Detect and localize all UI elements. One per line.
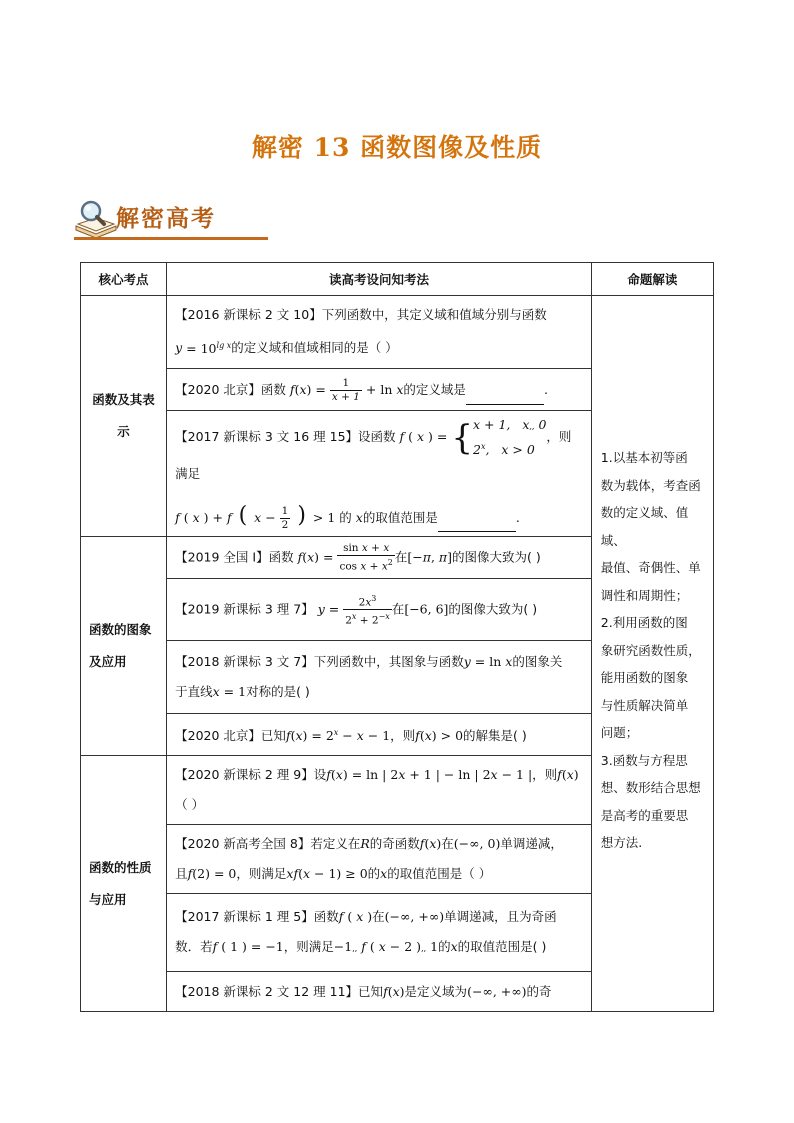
topic-label: 示 [117, 424, 130, 440]
question-tag: 【2017 新课标 3 文 16 理 15】 [175, 429, 359, 445]
question-tag: 【2019 新课标 3 理 7】 [175, 601, 314, 617]
page-title: 解密 13 函数图像及性质 [251, 133, 543, 162]
topic-cell-3 [81, 756, 167, 1012]
question-cell: 【2020 新课标 2 理 9】设f(x) = ln | 2x + 1 | − ln | 2x − 1 |，则f(x) （ ） [167, 756, 592, 825]
question-cell: 【2019 全国 I】函数 f(x) = $\frac{\text{sin x + x}}{\cos x + x^2}$ 在[−π, π]的图像大致为( ) [167, 537, 592, 579]
question-cell: 【2018 新课标 3 文 7】下列函数中，其图象与函数y = ln x的图象关 于直线x = 1对称的是( ) [167, 641, 592, 714]
topic-cell-1 [81, 296, 167, 537]
question-tag: 【2020 北京】 [175, 381, 261, 397]
question-cell: 【2018 新课标 2 文 12 理 11】已知f(x)是定义域为(−∞, +∞)的奇 [167, 972, 592, 1012]
exam-analysis-table [80, 262, 714, 1012]
question-cell: 【2017 新课标 1 理 5】函数f ( x )在(−∞, +∞)单调递减，且为奇函 数．若f ( 1 ) = −1，则满足−1,, f ( x − 2 ),, 1的x的取值范围是( ) [167, 894, 592, 972]
question-cell: 【2016 新课标 2 文 10】下列函数中，其定义域和值域分别与函数 $y = 10^{lg x}$的定义域和值域相同的是（ ） [167, 296, 592, 369]
math-expression: y [175, 340, 183, 356]
question-tag: 【2017 新课标 1 理 5】 [175, 908, 314, 924]
question-cell: 【2017 新课标 3 文 16 理 15】设函数 f ( x ) = {x + 1, x,, 0 2$^x$, x > 0，则满足 f ( x ) + f ( x − $\frac{1}{2}$ ) > 1 的 x的取值范围是 . [167, 411, 592, 537]
section-banner [72, 196, 268, 246]
table-row [81, 296, 714, 369]
topic-label: 函数的图象 [89, 622, 152, 638]
question-tag: 【2020 北京】 [175, 728, 261, 744]
banner-label: 解密高考 [116, 206, 216, 232]
question-tag: 【2016 新课标 2 文 10】 [175, 307, 322, 323]
question-cell: 【2019 新课标 3 理 7】 y = $\frac{2x^3}{2^x + 2^{-x}}$ 在[−6, 6]的图像大致为( ) [167, 579, 592, 641]
question-tag: 【2020 新高考全国 8】 [175, 836, 311, 852]
question-tag: 【2020 新课标 2 理 9】 [175, 767, 314, 783]
question-tag: 【2019 全国 I】 [175, 549, 269, 565]
header-questions: 读高考设问知考法 [167, 263, 592, 296]
table-header-row [81, 263, 714, 296]
topic-label: 函数的性质 [89, 859, 152, 875]
topic-label: 与应用 [89, 891, 127, 907]
question-tag: 【2018 新课标 2 文 12 理 11】 [175, 983, 359, 999]
banner-underline [74, 237, 268, 240]
question-tag: 【2018 新课标 3 文 7】 [175, 654, 314, 670]
question-cell: 【2020 北京】已知$f(x) = 2^x - x - 1$，则f(x) > 0的解集是( ) [167, 714, 592, 756]
interpretation-cell: 1.以基本初等函 数为载体，考查函 数的定义域、值域、 最值、奇偶性、单 调性和周期性； 2.利用函数的图 象研究函数性质， 能用函数的图象 与性质解决简单 问题； 3.函数与方程思 想、数形结合思想 是高考的重要思 想方法. [591, 296, 713, 1012]
topic-label: 及应用 [89, 654, 127, 670]
topic-label: 函数及其表 [92, 392, 155, 408]
header-core-points: 核心考点 [81, 263, 167, 296]
magnifier-book-icon [72, 196, 120, 240]
question-cell: 【2020 北京】函数 f(x) = $\frac{1}{x + 1}$ + ln x的定义域是 . [167, 369, 592, 411]
topic-cell-2 [81, 537, 167, 756]
question-cell: 【2020 新高考全国 8】若定义在R的奇函数f(x)在(−∞, 0)单调递减， 且f(2) = 0，则满足xf(x − 1) ≥ 0的x的取值范围是（ ） [167, 825, 592, 894]
header-interpretation: 命题解读 [591, 263, 713, 296]
